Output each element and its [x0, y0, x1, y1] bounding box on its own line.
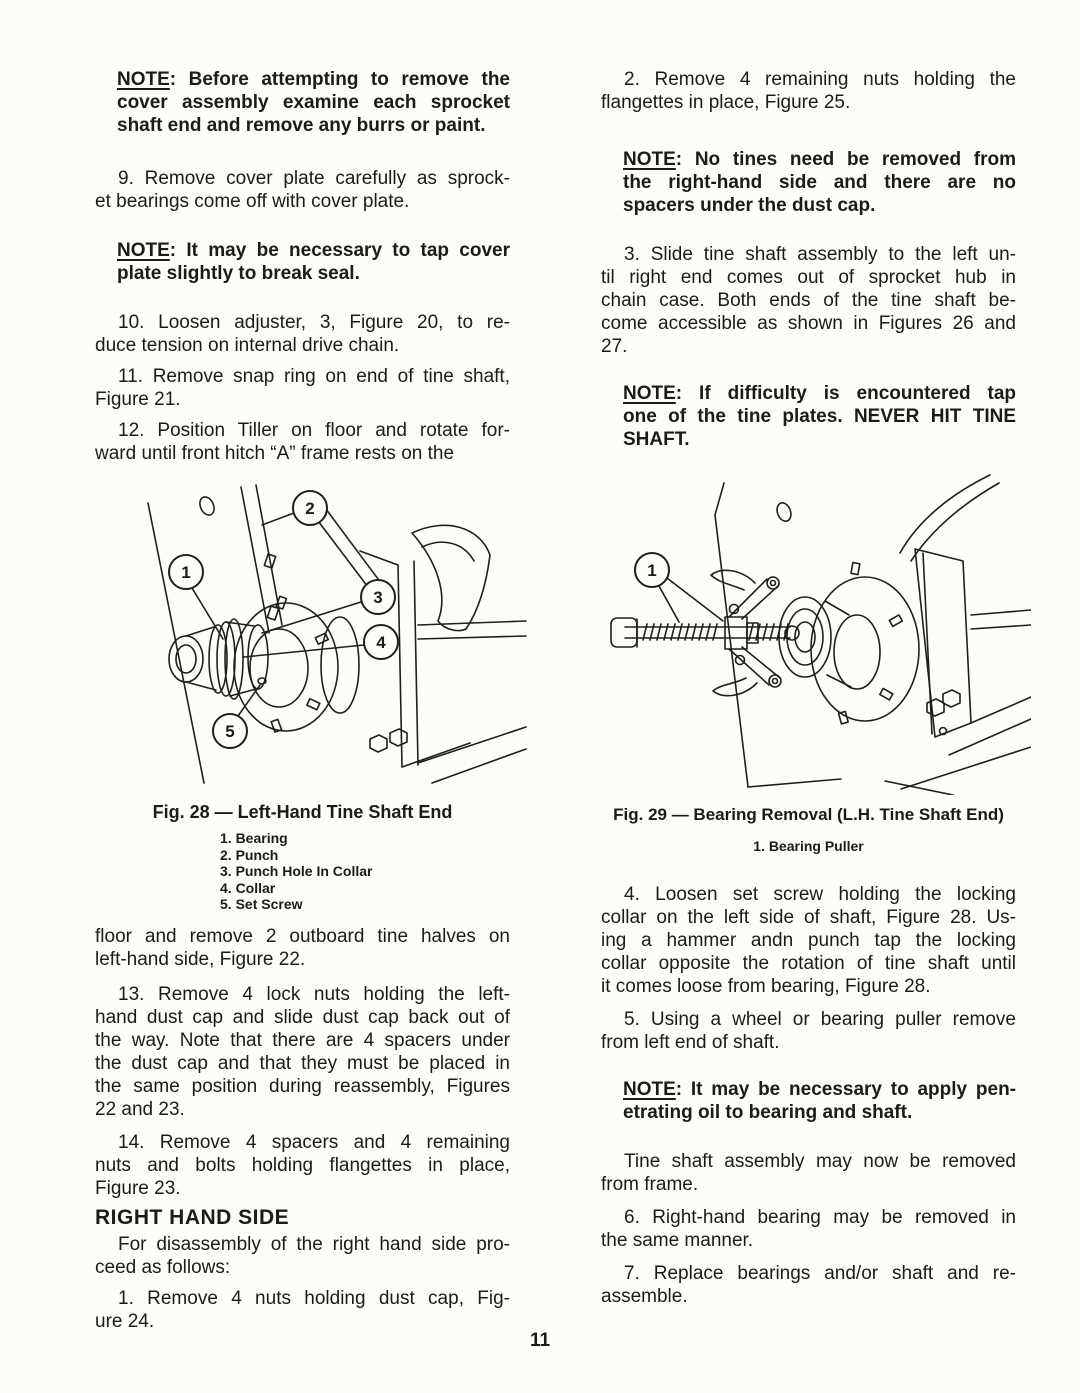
text-line: 4. Collar [220, 879, 276, 896]
note-lines [623, 1101, 1016, 1124]
text-line: Figure 21. [95, 389, 181, 410]
text-line: collar opposite the rotation of tine shaft until [601, 952, 1016, 974]
note-text: : If difficulty is encountered tap [675, 383, 1016, 404]
note-oil [623, 1078, 1016, 1124]
text-line: come accessible as shown in Figures 26 and [601, 313, 1016, 334]
text-line: the way. Note that there are 4 spacers under [95, 1029, 510, 1051]
text-line: spacers under the dust cap. [623, 195, 876, 216]
paragraph-step-4 [601, 883, 1016, 998]
paragraph-step-3 [601, 243, 1016, 358]
text-line: 27. [601, 336, 628, 357]
text-line: from frame. [601, 1173, 699, 1195]
text-line: hand dust cap and slide dust cap back out of [95, 1006, 510, 1028]
callout-1-number: 1 [647, 561, 657, 580]
text-line: 14. Remove 4 spacers and 4 remaining [118, 1131, 510, 1153]
text-line: left-hand side, Figure 22. [95, 948, 306, 970]
text-line: the dust cap and that they must be placed in [95, 1052, 510, 1074]
paragraph-step-1 [95, 1287, 510, 1333]
text-line: 12. Position Tiller on floor and rotate for- [118, 420, 510, 441]
paragraph-step-2 [601, 68, 1016, 114]
note-burrs [117, 68, 510, 137]
note-first-line [623, 148, 1016, 171]
text-line: ure 24. [95, 1310, 155, 1332]
note-first-line [117, 68, 510, 91]
text-line: 3. Punch Hole In Collar [220, 863, 373, 879]
paragraph-step-11 [95, 365, 510, 411]
text-line: ward until front hitch “A” frame rests on the [95, 443, 455, 464]
text-line: For disassembly of the right hand side pro- [118, 1233, 510, 1255]
right-column [601, 68, 1016, 1308]
note-first-line [623, 1078, 1016, 1101]
text-line: the same position during reassembly, Figures [95, 1075, 510, 1097]
callout-5-number: 5 [225, 722, 235, 741]
text-line: duce tension on internal drive chain. [95, 335, 400, 356]
text-line: 3. Slide tine shaft assembly to the left un- [624, 244, 1016, 265]
figure-29-parts-list [601, 838, 1016, 855]
text-line: from left end of shaft. [601, 1031, 780, 1053]
text-line: chain case. Both ends of the tine shaft be- [601, 290, 1016, 311]
text-line: 4. Loosen set screw holding the locking [624, 883, 1016, 905]
text-line: 1. Bearing [220, 830, 288, 846]
note-label: NOTE [623, 1078, 676, 1100]
callout-4-number: 4 [376, 633, 386, 652]
text-line: SHAFT. [623, 429, 690, 450]
text-line: the right-hand side and there are no [623, 172, 1016, 193]
text-line: Tine shaft assembly may now be removed [624, 1150, 1016, 1172]
note-label: NOTE [623, 149, 676, 170]
paragraph-tine-removed [601, 1150, 1016, 1196]
note-no-tines [623, 148, 1016, 217]
note-lines [623, 171, 1016, 217]
note-first-line [623, 382, 1016, 405]
text-line: 9. Remove cover plate carefully as sprock- [118, 168, 510, 189]
text-line: 7. Replace bearings and/or shaft and re- [624, 1262, 1016, 1284]
callout-3-number: 3 [373, 588, 383, 607]
paragraph-step-13 [95, 983, 510, 1121]
paragraph-step-10 [95, 311, 510, 357]
note-first-line [117, 239, 510, 262]
text-line: 2. Punch [220, 846, 279, 863]
note-text: : Before attempting to remove the [169, 69, 510, 90]
text-line: cover assembly examine each sprocket [117, 92, 510, 113]
text-line: 1. Remove 4 nuts holding dust cap, Fig- [118, 1287, 510, 1309]
text-line: it comes loose from bearing, Figure 28. [601, 975, 931, 997]
left-column [95, 68, 510, 1333]
text-line: etrating oil to bearing and shaft. [623, 1101, 913, 1123]
text-line: 13. Remove 4 lock nuts holding the left- [118, 983, 510, 1005]
text-line: ing a hammer andn punch tap the locking [601, 929, 1016, 951]
text-line: flangettes in place, Figure 25. [601, 92, 851, 113]
note-label: NOTE [117, 69, 170, 90]
text-line: 11. Remove snap ring on end of tine shaft, [118, 366, 510, 387]
page-number: 11 [529, 1330, 551, 1351]
note-text: : It may be necessary to tap cover [169, 240, 510, 261]
text-line: 5. Set Screw [220, 896, 303, 912]
text-line: 22 and 23. [95, 1098, 185, 1120]
note-lines [117, 91, 510, 137]
text-line: collar on the left side of shaft, Figure 28. Us- [601, 906, 1016, 928]
paragraph-step-5 [601, 1008, 1016, 1054]
text-line: ceed as follows: [95, 1256, 231, 1278]
note-never-hit [623, 382, 1016, 451]
text-line: 2. Remove 4 remaining nuts holding the [624, 69, 1016, 90]
note-tap-cover [117, 239, 510, 285]
text-line: 6. Right-hand bearing may be removed in [624, 1206, 1016, 1228]
paragraph-step-12 [95, 419, 510, 465]
paragraph-step-6 [601, 1206, 1016, 1252]
paragraph-step-12-continued [95, 925, 510, 971]
figure-29-caption: Fig. 29 — Bearing Removal (L.H. Tine Shaft End) [613, 805, 1004, 824]
paragraph-step-7 [601, 1262, 1016, 1308]
text-line: floor and remove 2 outboard tine halves on [95, 925, 510, 947]
figure-29-drawing [601, 459, 1031, 795]
note-label: NOTE [623, 383, 676, 404]
text-line: nuts and bolts holding flangettes in place, [95, 1154, 510, 1176]
text-line: shaft end and remove any burrs or paint. [117, 115, 486, 136]
figure-28-caption: Fig. 28 — Left-Hand Tine Shaft End [152, 802, 453, 822]
callout-1-number: 1 [181, 563, 191, 582]
text-line: one of the tine plates. NEVER HIT TINE [623, 406, 1016, 427]
note-label: NOTE [117, 240, 170, 261]
text-line: plate slightly to break seal. [117, 263, 360, 284]
paragraph-intro [95, 1233, 510, 1279]
note-lines [117, 262, 510, 285]
note-lines [623, 405, 1016, 451]
paragraph-step-9 [95, 167, 510, 213]
figure-28-drawing [128, 475, 528, 795]
text-line: Figure 23. [95, 1177, 181, 1199]
section-heading-right-hand-side: RIGHT HAND SIDE [95, 1205, 290, 1229]
note-text: : No tines need be removed from [675, 149, 1016, 170]
text-line: 10. Loosen adjuster, 3, Figure 20, to re- [118, 312, 510, 333]
text-line: et bearings come off with cover plate. [95, 191, 410, 212]
note-text: : It may be necessary to apply pen- [675, 1078, 1016, 1100]
text-line: the same manner. [601, 1229, 754, 1251]
text-line: til right end comes out of sprocket hub in [601, 267, 1016, 288]
text-line: 5. Using a wheel or bearing puller remove [624, 1008, 1016, 1030]
callout-2-number: 2 [305, 499, 315, 518]
text-line: assemble. [601, 1285, 688, 1307]
figure-28-parts-list [220, 830, 510, 913]
paragraph-step-14 [95, 1131, 510, 1200]
text-line: 1. Bearing Puller [753, 838, 864, 854]
